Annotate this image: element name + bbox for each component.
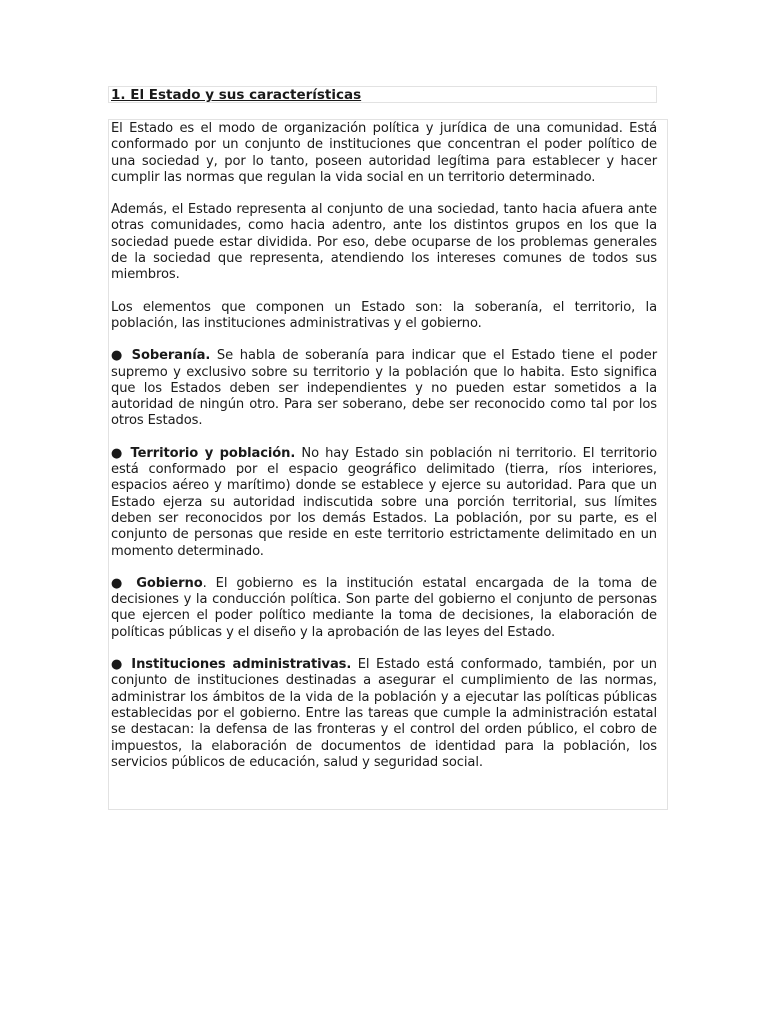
element-instituciones [111, 657, 657, 771]
element-heading: Instituciones administrativas. [131, 657, 352, 673]
paragraph-representation: Además, el Estado representa al conjunto de una sociedad, tanto hacia afuera ante otras comunidades, como hacia adentro, ante los distintos grupos en los que la sociedad puede estar dividida. Por eso, debe ocuparse de los problemas generales de la sociedad que representa, atendiendo los intereses comunes de todos sus miembros. [111, 202, 657, 283]
paragraph-elements-intro: Los elementos que componen un Estado son: la soberanía, el territorio, la población, las instituciones administrativas y el gobierno. [111, 299, 657, 331]
paragraph-definition: El Estado es el modo de organización política y jurídica de una comunidad. Está conformado por un conjunto de instituciones que concentran el poder político de una sociedad y, por lo tanto, poseen autoridad legítima para establecer y hacer cumplir las normas que regulan la vida social en un territorio determinado. [111, 121, 657, 185]
bullet-icon: ● [111, 575, 128, 591]
body-text-box [108, 119, 668, 810]
element-heading: Gobierno [136, 575, 203, 591]
title-box [108, 86, 657, 103]
bullet-icon: ● [111, 657, 125, 673]
element-text: El Estado está conformado, también, por un conjunto de instituciones destinadas a asegurar el cumplimiento de las normas, administrar los ámbitos de la vida de la población y a ejecutar las políticas públicas establecidas por el gobierno. Entre las tareas que cumple la administración estatal se destacan: la defensa de las fronteras y el control del orden público, el cobro de impuestos, la elaboración de documentos de identidad para la población, los servicios públicos de educación, salud y seguridad social. [111, 657, 657, 770]
element-heading: Soberanía. [131, 348, 211, 364]
element-text: Se habla de soberanía para indicar que el Estado tiene el poder supremo y exclusivo sobre su territorio y la población que lo habita. Esto significa que los Estados deben ser independientes y no pueden estar sometidos a la autoridad de ningún otro. Para ser soberano, debe ser reconocido como tal por los otros Estados. [111, 348, 657, 429]
element-heading: Territorio y población. [130, 445, 296, 461]
section-title: 1. El Estado y sus características [111, 87, 362, 103]
element-text: . El gobierno es la institución estatal encargada de la toma de decisiones y la conducción política. Son parte del gobierno el conjunto de personas que ejercen el poder político mediante la toma de decisiones, la elaboración de políticas públicas y el diseño y la aprobación de las leyes del Estado. [111, 575, 658, 640]
element-soberania [111, 348, 657, 429]
element-gobierno [111, 576, 657, 641]
bullet-icon: ● [111, 348, 125, 364]
element-territorio-poblacion [111, 446, 657, 560]
bullet-icon: ● [111, 445, 125, 461]
element-text: No hay Estado sin población ni territorio. El territorio está conformado por el espacio geográfico delimitado (tierra, ríos interiores, espacios aéreo y marítimo) donde se establece y ejerce su autoridad. Para que un Estado ejerza su autoridad indiscutida sobre una porción territorial, sus límites deben ser reconocidos por los demás Estados. La población, por su parte, es el conjunto de personas que reside en este territorio estrictamente delimitado en un momento determinado. [111, 445, 658, 559]
